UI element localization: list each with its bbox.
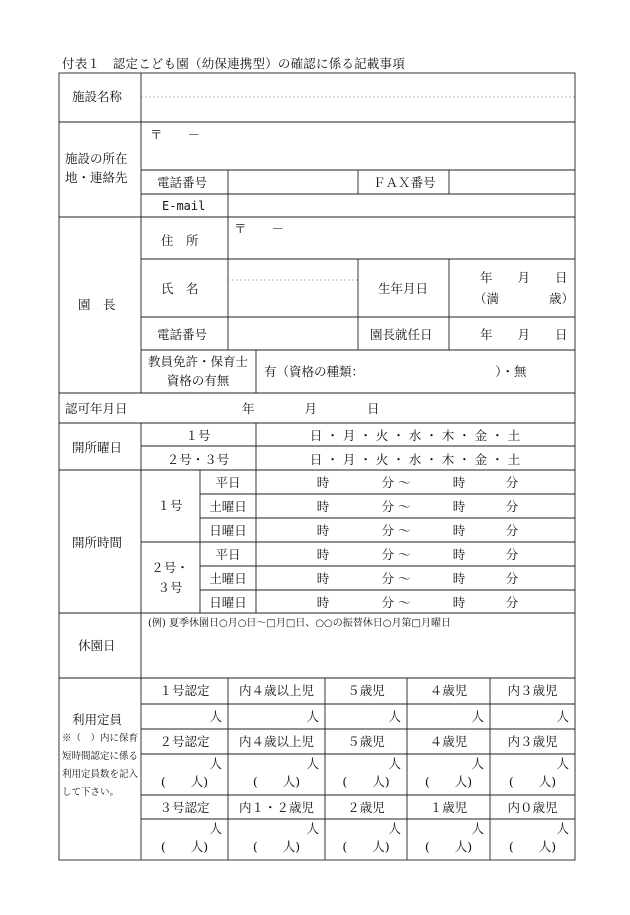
capacity-header: 内４歳以上児 bbox=[238, 683, 315, 698]
open-hours-hour-unit: 時 bbox=[316, 547, 330, 562]
open-hours-day-label: 日曜日 bbox=[209, 523, 247, 538]
capacity-short-time-unit: ( 人) bbox=[508, 839, 557, 854]
open-hours-minute-unit: 分 bbox=[505, 499, 519, 514]
capacity-short-time-unit: ( 人) bbox=[252, 774, 301, 789]
open-hours-minute-unit-from: 分 〜 bbox=[381, 499, 411, 514]
location-label-line2: 地・連絡先 bbox=[65, 170, 128, 185]
open-hours-day-label: 日曜日 bbox=[209, 595, 247, 610]
capacity-unit: 人 bbox=[388, 709, 401, 724]
capacity-unit: 人 bbox=[209, 821, 222, 836]
director-section-label: 園 長 bbox=[78, 297, 116, 312]
director-appointed-date: 年 月 日 bbox=[480, 327, 568, 342]
open-hours-day-label: 平日 bbox=[215, 475, 241, 490]
director-license-label-line2: 資格の有無 bbox=[166, 373, 230, 388]
open-days-weekdays: 日 ・ 月 ・ 火 ・ 水 ・ 木 ・ 金 ・ 土 bbox=[309, 428, 521, 443]
open-hours-hour-unit: 時 bbox=[452, 499, 466, 514]
open-hours-day-label: 土曜日 bbox=[209, 571, 247, 586]
capacity-short-time-unit: ( 人) bbox=[160, 774, 209, 789]
open-hours-minute-unit-from: 分 〜 bbox=[381, 571, 411, 586]
facility-postal-mark: 〒 － bbox=[150, 127, 201, 142]
capacity-short-time-unit: ( 人) bbox=[342, 774, 390, 789]
open-hours-minute-unit: 分 bbox=[505, 523, 519, 538]
open-hours-hour-unit: 時 bbox=[452, 571, 466, 586]
director-phone-label: 電話番号 bbox=[157, 327, 208, 342]
capacity-unit: 人 bbox=[306, 709, 319, 724]
open-hours-hour-unit: 時 bbox=[452, 547, 466, 562]
open-hours-type-line2: ３号 bbox=[157, 580, 183, 595]
open-hours-minute-unit: 分 bbox=[505, 547, 519, 562]
open-hours-day-label: 平日 bbox=[215, 547, 241, 562]
capacity-unit: 人 bbox=[556, 709, 569, 724]
director-appointed-label: 園長就任日 bbox=[370, 327, 433, 342]
open-hours-minute-unit-from: 分 〜 bbox=[381, 547, 411, 562]
capacity-label: 利用定員 bbox=[72, 712, 123, 727]
capacity-header: ４歳児 bbox=[429, 683, 468, 698]
closed-days-example: (例) 夏季休園日○月○日〜□月□日、○○の振替休日○月第□月曜日 bbox=[148, 618, 451, 629]
open-hours-minute-unit-from: 分 〜 bbox=[381, 523, 411, 538]
director-license-value: 有（資格の種類： ）・無 bbox=[264, 364, 527, 379]
director-name-label: 氏 名 bbox=[161, 281, 199, 296]
capacity-short-time-unit: ( 人) bbox=[342, 839, 390, 854]
document-caption: 付表１ 認定こども園（幼保連携型）の確認に係る記載事項 bbox=[62, 56, 405, 71]
capacity-unit: 人 bbox=[388, 756, 401, 771]
facility-name-label: 施設名称 bbox=[72, 89, 123, 104]
capacity-header: ４歳児 bbox=[429, 734, 468, 749]
open-days-type: ２号・３号 bbox=[166, 452, 230, 467]
open-hours-minute-unit-from: 分 〜 bbox=[381, 595, 411, 610]
capacity-header: 内１・２歳児 bbox=[238, 800, 315, 815]
open-hours-hour-unit: 時 bbox=[316, 571, 330, 586]
location-label-line1: 施設の所在 bbox=[65, 151, 128, 166]
open-hours-minute-unit: 分 bbox=[505, 571, 519, 586]
open-hours-minute-unit: 分 bbox=[505, 475, 519, 490]
director-birth-label: 生年月日 bbox=[378, 281, 429, 296]
capacity-short-time-unit: ( 人) bbox=[424, 774, 473, 789]
capacity-unit: 人 bbox=[471, 709, 484, 724]
capacity-header: 内４歳以上児 bbox=[238, 734, 315, 749]
open-days-type: １号 bbox=[185, 428, 211, 443]
open-hours-hour-unit: 時 bbox=[452, 475, 466, 490]
capacity-header: ２号認定 bbox=[159, 734, 210, 749]
capacity-short-time-unit: ( 人) bbox=[424, 839, 473, 854]
open-hours-hour-unit: 時 bbox=[452, 523, 466, 538]
open-hours-minute-unit-from: 分 〜 bbox=[381, 475, 411, 490]
approval-date-label: 認可年月日 bbox=[65, 401, 128, 416]
approval-date-value: 年 月 日 bbox=[242, 401, 380, 416]
director-license-label-line1: 教員免許・保育士 bbox=[147, 354, 249, 369]
open-hours-hour-unit: 時 bbox=[316, 475, 330, 490]
capacity-unit: 人 bbox=[556, 756, 569, 771]
capacity-unit: 人 bbox=[306, 821, 319, 836]
director-age: （満 歳） bbox=[474, 291, 575, 306]
open-hours-hour-unit: 時 bbox=[452, 595, 466, 610]
open-hours-hour-unit: 時 bbox=[316, 595, 330, 610]
capacity-header: 内０歳児 bbox=[507, 800, 558, 815]
open-hours-type: ２号・ bbox=[151, 560, 189, 575]
capacity-short-time-unit: ( 人) bbox=[160, 839, 209, 854]
capacity-short-time-unit: ( 人) bbox=[508, 774, 557, 789]
capacity-header: １号認定 bbox=[159, 683, 210, 698]
capacity-header: ２歳児 bbox=[347, 800, 385, 815]
open-days-label: 開所曜日 bbox=[72, 440, 123, 455]
capacity-short-time-unit: ( 人) bbox=[252, 839, 301, 854]
capacity-unit: 人 bbox=[209, 756, 222, 771]
capacity-unit: 人 bbox=[388, 821, 401, 836]
capacity-header: 内３歳児 bbox=[507, 734, 558, 749]
open-hours-minute-unit: 分 bbox=[505, 595, 519, 610]
capacity-unit: 人 bbox=[306, 756, 319, 771]
director-postal-mark: 〒 － bbox=[234, 221, 285, 236]
capacity-unit: 人 bbox=[209, 709, 222, 724]
capacity-header: ５歳児 bbox=[347, 683, 385, 698]
open-hours-label: 開所時間 bbox=[72, 535, 123, 550]
facility-email-label: E-mail bbox=[162, 199, 206, 213]
open-days-weekdays: 日 ・ 月 ・ 火 ・ 水 ・ 木 ・ 金 ・ 土 bbox=[309, 452, 521, 467]
facility-phone-label: 電話番号 bbox=[157, 175, 208, 190]
open-hours-type: １号 bbox=[157, 498, 183, 513]
director-address-label: 住 所 bbox=[161, 233, 199, 248]
capacity-note: ※（ ）内に保育短時間認定に係る利用定員数を記入して下さい。 bbox=[62, 733, 139, 798]
capacity-unit: 人 bbox=[471, 821, 484, 836]
capacity-unit: 人 bbox=[471, 756, 484, 771]
capacity-header: ３号認定 bbox=[159, 800, 210, 815]
capacity-header: １歳児 bbox=[429, 800, 468, 815]
director-birth-date: 年 月 日 bbox=[480, 270, 568, 285]
closed-days-label: 休園日 bbox=[78, 638, 116, 653]
capacity-header: 内３歳児 bbox=[507, 683, 558, 698]
open-hours-hour-unit: 時 bbox=[316, 499, 330, 514]
capacity-unit: 人 bbox=[556, 821, 569, 836]
open-hours-day-label: 土曜日 bbox=[209, 499, 247, 514]
capacity-header: ５歳児 bbox=[347, 734, 385, 749]
facility-fax-label: ＦＡＸ番号 bbox=[373, 175, 436, 190]
open-hours-hour-unit: 時 bbox=[316, 523, 330, 538]
